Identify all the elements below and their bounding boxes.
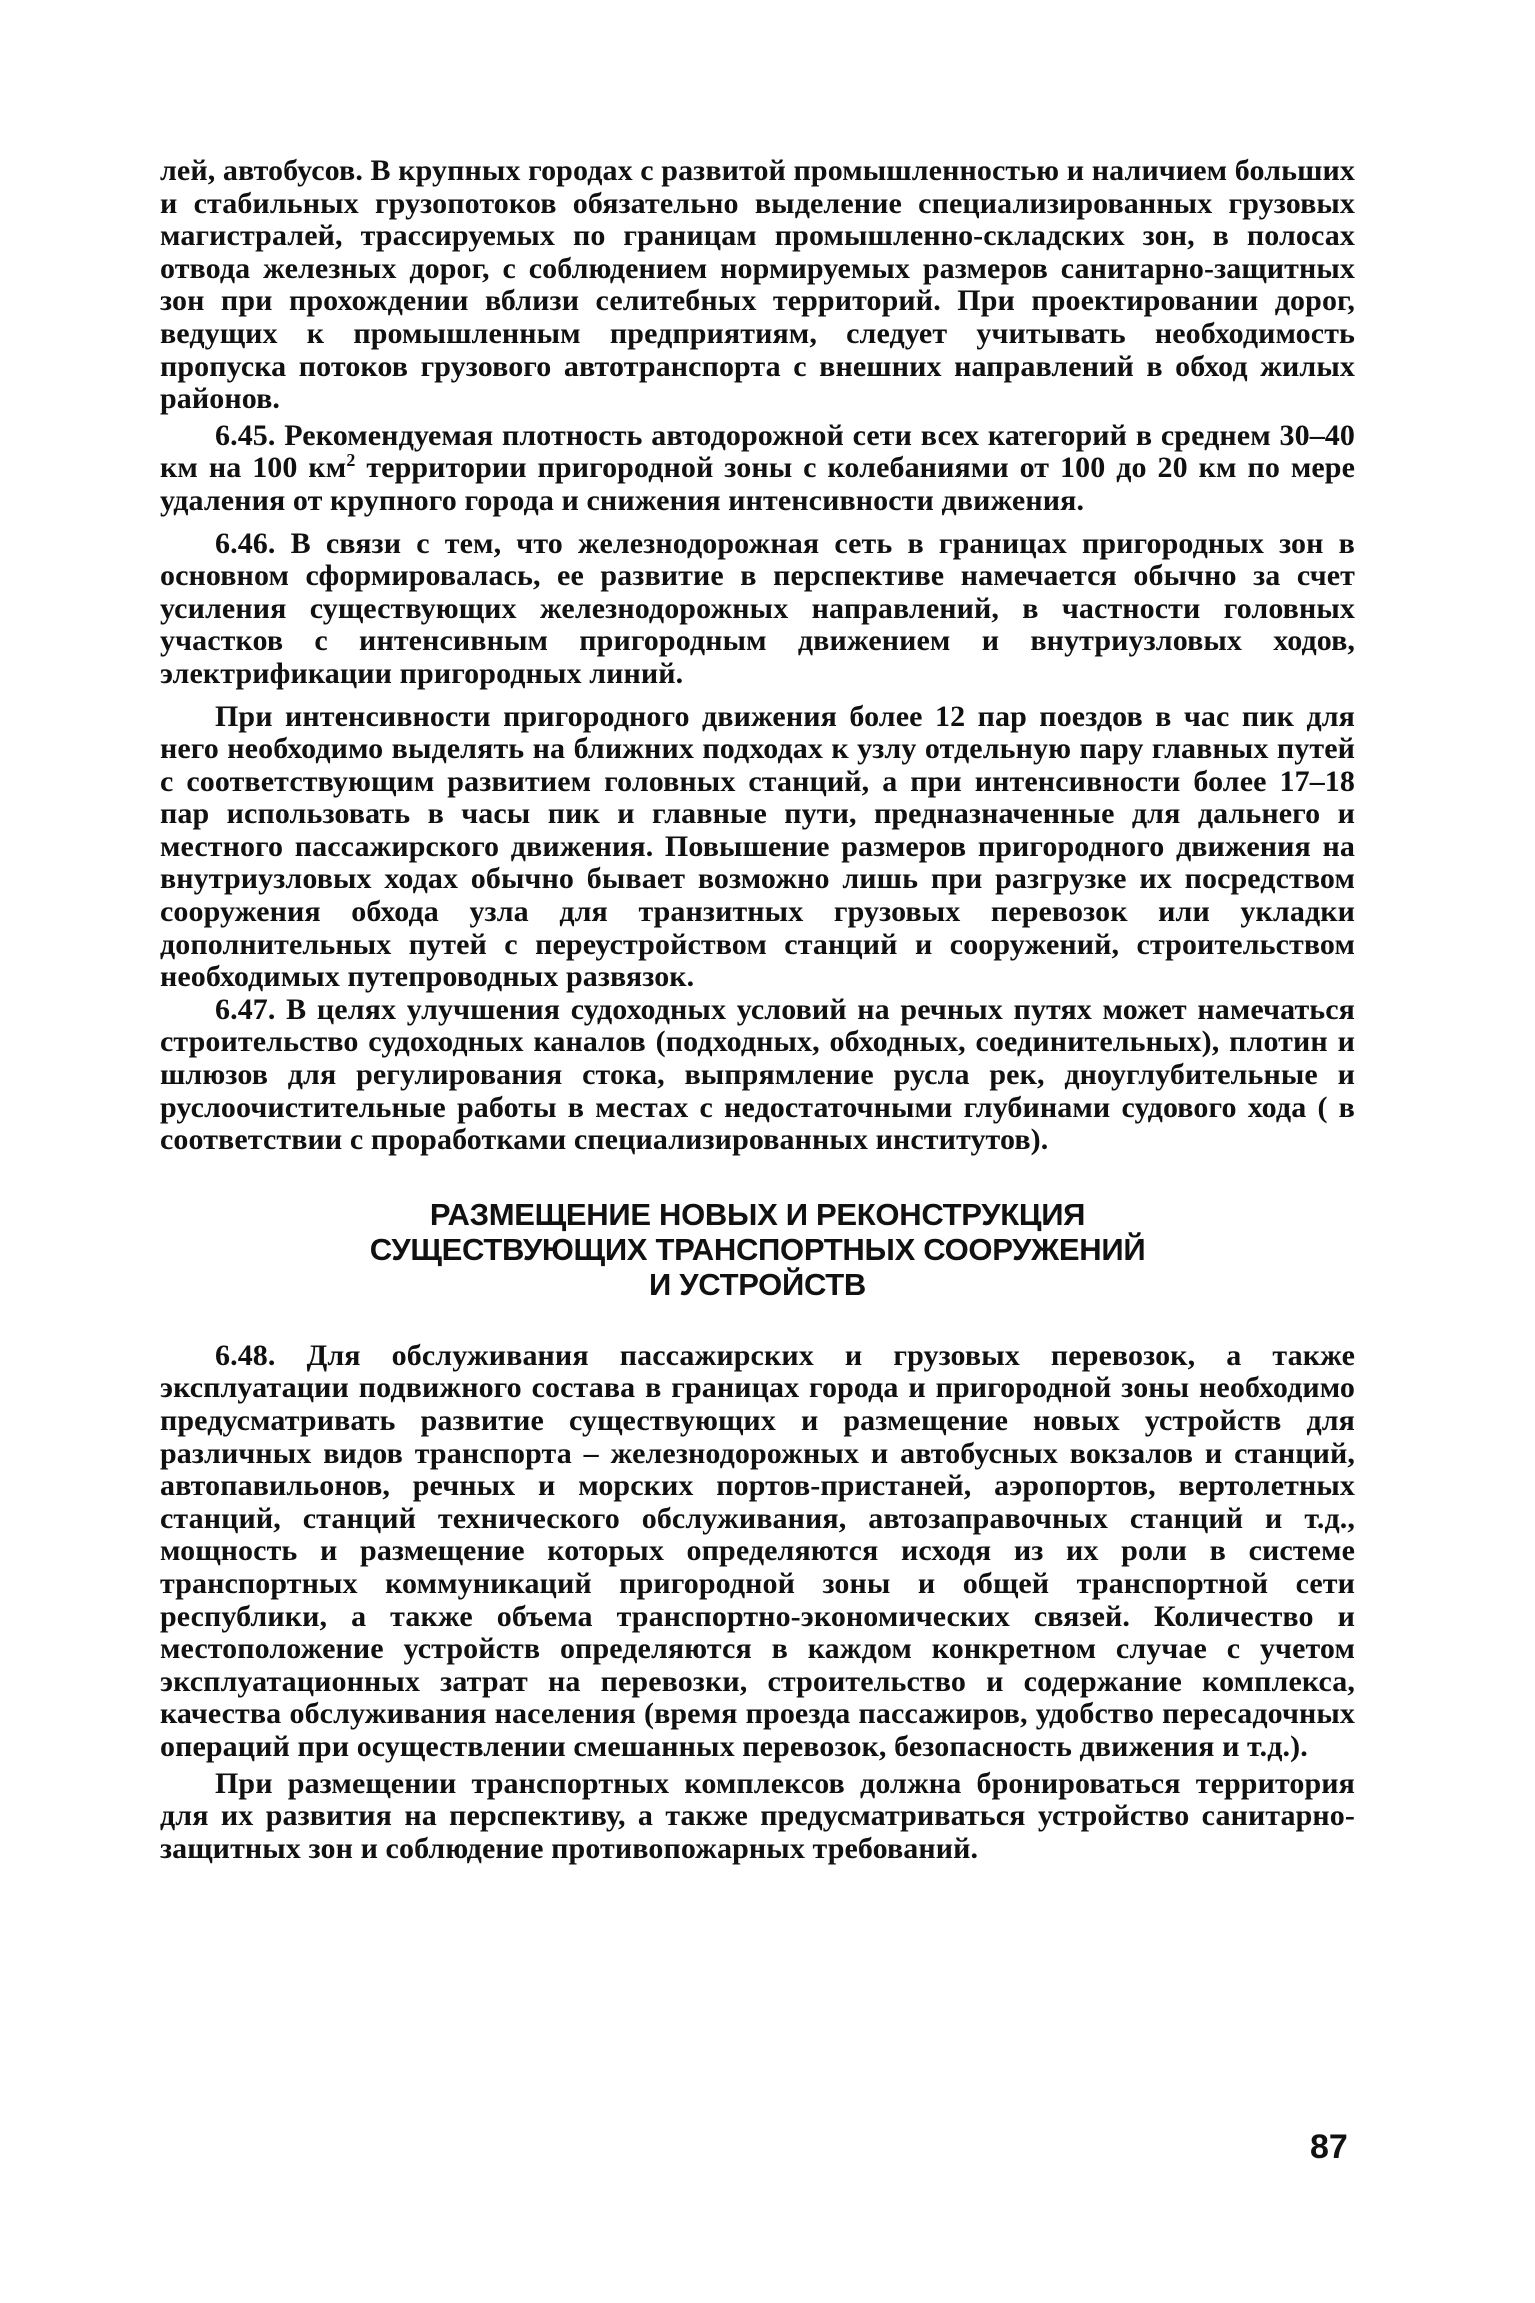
paragraph-6-46: 6.46. В связи с тем, что железнодорожная сеть в границах пригородных зон в основном сформировалась, ее развитие в перспективе намечается обычно за счет усиления существующих железнодорожных направлений, в частности головных участков с интенсивным пригородным движением и внутриузловых ходов, электрификации пригородных линий.: [160, 526, 1355, 690]
section-heading-line-1: РАЗМЕЩЕНИЕ НОВЫХ И РЕКОНСТРУКЦИЯ: [429, 1196, 1086, 1232]
paragraph-suburban-traffic: При интенсивности пригородного движения более 12 пар поездов в час пик для него необходимо выделять на ближних подходах к узлу отдельную пару главных путей с соответствующим развитием головных станций, а при интенсивности более 17–18 пар использовать в часы пик и главные пути, предназначенные для дальнего и местного пассажирского движения. Повышение размеров пригородного движения на внутриузловых ходах обычно бывает возможно лишь при разгрузке их посредством сооружения обхода узла для транзитных грузовых перевозок или укладки дополнительных путей с переустройством станций и сооружений, строительством необходимых путепроводных развязок.: [160, 699, 1355, 994]
paragraph-6-47: 6.47. В целях улучшения судоходных условий на речных путях может намечаться строительство судоходных каналов (подходных, обходных, соединительных), плотин и шлюзов для регулирования стока, выпрямление русла рек, дноуглубительные и руслоочистительные работы в местах с недостаточными глубинами судового хода ( в соответствии с проработками специализированных институтов).: [160, 992, 1355, 1157]
paragraph-transport-complexes: При размещении транспортных комплексов должна бронироваться территория для их развития на перспективу, а также предусматриваться устройство санитарно-защитных зон и соблюдение противопожарных требований.: [160, 1766, 1355, 1865]
section-heading: [160, 1197, 1355, 1302]
section-heading-line-3: И УСТРОЙСТВ: [648, 1266, 867, 1302]
document-page: [160, 155, 1355, 1865]
paragraph-intro: лей, автобусов. В крупных городах с развитой промышленностью и наличием больших и стабильных грузопотоков обязательно выделение специализированных грузовых магистралей, трассируемых по границам промышленно-складских зон, в полосах отвода железных дорог, с соблюдением нормируемых размеров санитарно-защитных зон при прохождении вблизи селитебных территорий. При проектировании дорог, ведущих к промышленным предприятиям, следует учитывать необходимость пропуска потоков грузового автотранспорта с внешних направлений в обход жилых районов.: [160, 154, 1356, 416]
section-heading-line-2: СУЩЕСТВУЮЩИХ ТРАНСПОРТНЫХ СООРУЖЕНИЙ: [369, 1231, 1146, 1267]
paragraph-6-45: [160, 420, 1355, 518]
paragraph-6-48: 6.48. Для обслуживания пассажирских и грузовых перевозок, а также эксплуатации подвижного состава в границах города и пригородной зоны необходимо предусматривать развитие существующих и размещение новых устройств для различных видов транспорта – железнодорожных и автобусных вокзалов и станций, автопавильонов, речных и морских портов-пристаней, аэропортов, вертолетных станций, станций технического обслуживания, автозаправочных станций и т.д., мощность и размещение которых определяются исходя из их роли в системе транспортных коммуникаций пригородной зоны и общей транспортной сети республики, а также объема транспортно-экономических связей. Количество и местоположение устройств определяются в каждом конкретном случае с учетом эксплуатационных затрат на перевозки, строительство и содержание комплекса, качества обслуживания населения (время проезда пассажиров, удобство пересадочных операций при осуществлении смешанных перевозок, безопасность движения и т.д.).: [160, 1338, 1355, 1763]
paragraph-6-45-text-cont: территории пригородной зоны с колебаниями от 100 до 20 км по мере удаления от крупного города и снижения интенсивности движения.: [160, 451, 1355, 517]
superscript-2: 2: [346, 450, 356, 471]
paragraph-6-45-text: 6.45. Рекомендуемая плотность автодорожной сети всех категорий в среднем 30–40 км на 100 км: [160, 418, 1355, 485]
page-number: 87: [1310, 2128, 1348, 2166]
